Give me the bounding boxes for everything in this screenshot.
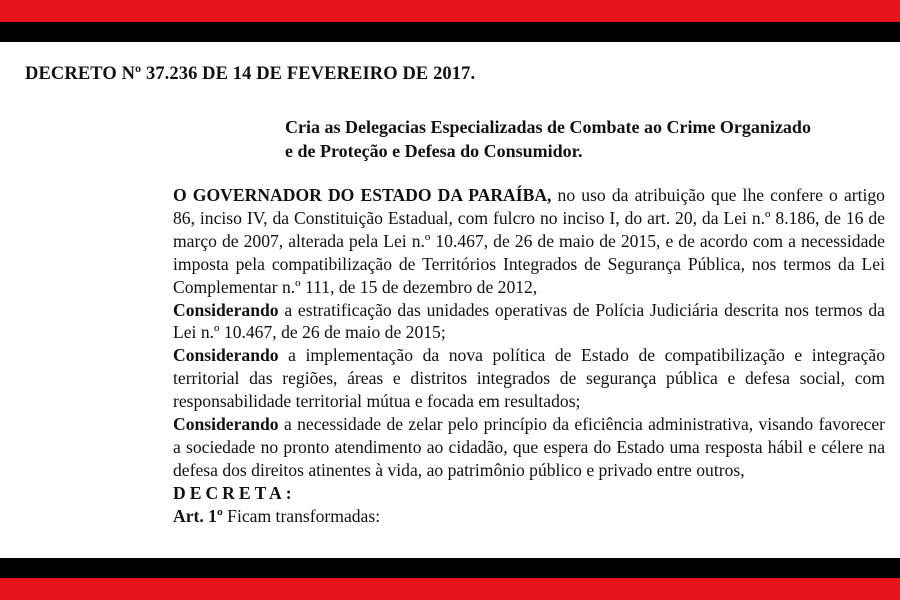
bottom-red-band bbox=[0, 578, 900, 600]
considerando-paragraph-1 bbox=[25, 299, 885, 345]
governor-heading: O GOVERNADOR DO ESTADO DA PARAÍBA, bbox=[173, 185, 552, 205]
considerando-text-2: a implementação da nova política de Estado de compatibilização e integração territorial das regiões, áreas e distritos integrados de segurança pública e defesa social, com responsabilidade territorial mútua e focada em resultados; bbox=[173, 345, 885, 412]
considerando-text-1: a estratificação das unidades operativas de Polícia Judiciária descrita nos termos da Lei n.º 10.467, de 26 de maio de 2015; bbox=[173, 299, 885, 343]
considerando-paragraph-3 bbox=[25, 413, 885, 482]
considerando-label: Considerando bbox=[173, 414, 279, 435]
considerando-label: Considerando bbox=[173, 299, 279, 320]
article-1-text: Ficam transformadas: bbox=[222, 505, 381, 526]
summary-line-2: e de Proteção e Defesa do Consumidor. bbox=[285, 141, 583, 161]
decree-summary bbox=[285, 115, 885, 163]
bottom-black-band bbox=[0, 558, 900, 578]
article-1-label: Art. 1º bbox=[173, 505, 223, 526]
preamble-text: no uso da atribuição que lhe confere o artigo 86, inciso IV, da Constituição Estadual, com fulcro no inciso I, do art. 20, da Lei n.º 8.186, de 16 de março de 2007, alterada pela Lei n.º 10.467, de 26 de maio de 2015, e de acordo com a necessidade imposta pela compatibilização de Territórios Integrados de Segurança Pública, nos termos da Lei Complementar n.º 111, de 15 de dezembro de 2012, bbox=[173, 185, 885, 297]
decree-title: DECRETO Nº 37.236 DE 14 DE FEVEREIRO DE 2017. bbox=[25, 64, 476, 84]
preamble-paragraph bbox=[25, 184, 885, 299]
top-black-band bbox=[0, 22, 900, 42]
summary-line-1: Cria as Delegacias Especializadas de Combate ao Crime Organizado bbox=[285, 117, 811, 137]
top-red-band bbox=[0, 0, 900, 22]
considerando-paragraph-2 bbox=[25, 344, 885, 413]
considerando-text-3: a necessidade de zelar pelo princípio da eficiência administrativa, visando favorecer a sociedade no pronto atendimento ao cidadão, que espera do Estado uma resposta hábil e célere na defesa dos direitos atinentes à vida, ao patrimônio público e privado entre outros, bbox=[173, 414, 885, 480]
decreta-heading-line bbox=[25, 482, 885, 505]
decreta-heading: DECRETA: bbox=[173, 482, 296, 503]
decree-page bbox=[25, 42, 885, 558]
considerando-label: Considerando bbox=[173, 345, 279, 366]
article-1-line bbox=[25, 505, 885, 528]
decree-body bbox=[25, 184, 885, 528]
